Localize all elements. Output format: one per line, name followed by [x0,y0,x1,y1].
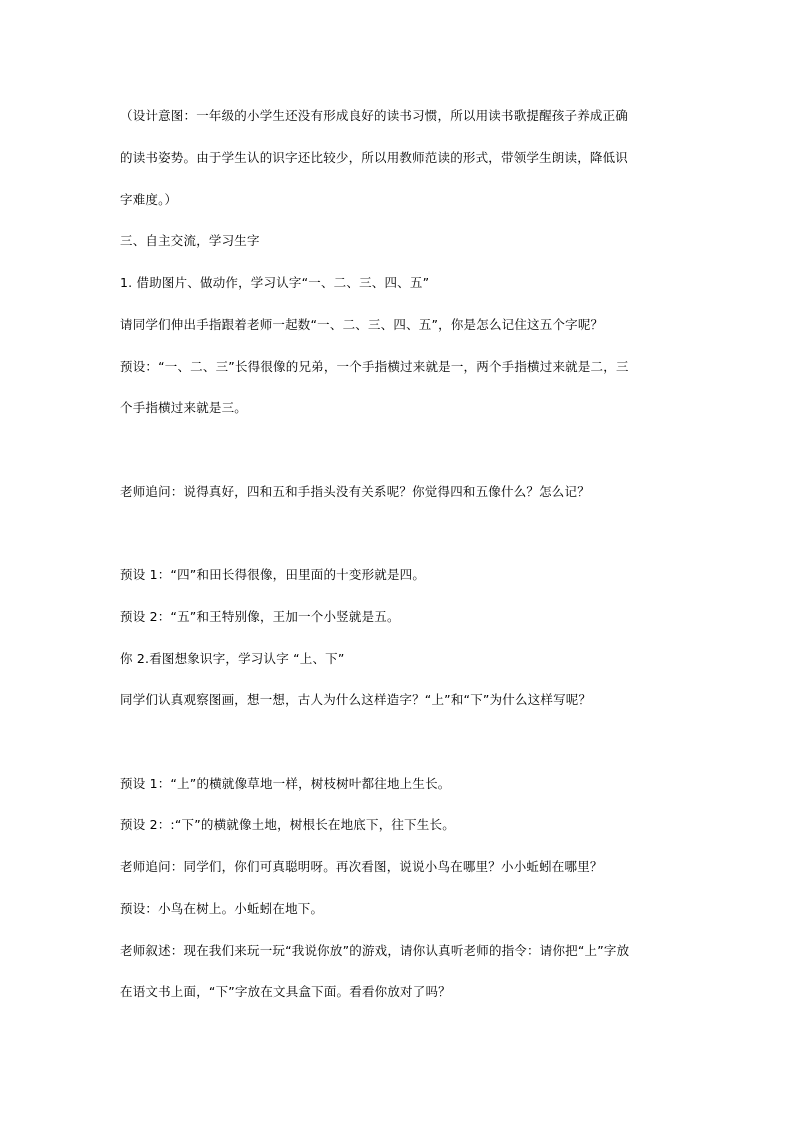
design-intent-line-3: 字难度。） [120,192,178,207]
paragraph-line: 预设 2：“五”和王特别像，王加一个小竖就是五。 [120,609,400,624]
design-intent-line-1: （设计意图：一年级的小学生还没有形成良好的读书习惯，所以用读书歌提醒孩子养成正确 [120,108,629,123]
paragraph-line: 预设：小鸟在树上。小蚯蚓在地下。 [120,901,324,916]
paragraph-line: 预设 1：“上”的横就像草地一样，树枝树叶都往地上生长。 [120,776,451,791]
paragraph-line: 老师追问：说得真好，四和五和手指头没有关系呢？你觉得四和五像什么？怎么记？ [120,484,590,499]
paragraph-line: 老师叙述：现在我们来玩一玩“我说你放”的游戏，请你认真听老师的指令：请你把“上”字放 [120,943,630,958]
paragraph-line: 请同学们伸出手指跟着老师一起数“一、二、三、四、五”，你是怎么记住这五个字呢？ [120,317,604,332]
paragraph-line: 在语文书上面，“下”字放在文具盒下面。看看你放对了吗？ [120,984,451,999]
design-intent-line-2: 的读书姿势。由于学生认的识字还比较少，所以用教师范读的形式，带领学生朗读，降低识 [120,150,629,165]
paragraph-line: 同学们认真观察图画，想一想，古人为什么这样造字？“上”和“下”为什么这样写呢？ [120,692,592,707]
paragraph-line: 预设：“一、二、三”长得很像的兄弟，一个手指横过来就是一，两个手指横过来就是二，三 [120,359,629,374]
paragraph-line: 预设 2：:“下”的横就像土地，树根长在地底下，往下生长。 [120,817,455,832]
paragraph-line: 个手指横过来就是三。 [120,400,248,415]
subsection-heading-2: 你 2.看图想象识字，学习认字 “上、下” [120,651,345,666]
section-heading: 三、自主交流，学习生字 [120,233,260,248]
paragraph-line: 预设 1：“四”和田长得很像，田里面的十变形就是四。 [120,567,426,582]
subsection-heading-1: 1. 借助图片、做动作，学习认字“一、二、三、四、五” [120,275,430,290]
paragraph-line: 老师追问：同学们，你们可真聪明呀。再次看图，说说小鸟在哪里？小小蚯蚓在哪里？ [120,859,603,874]
